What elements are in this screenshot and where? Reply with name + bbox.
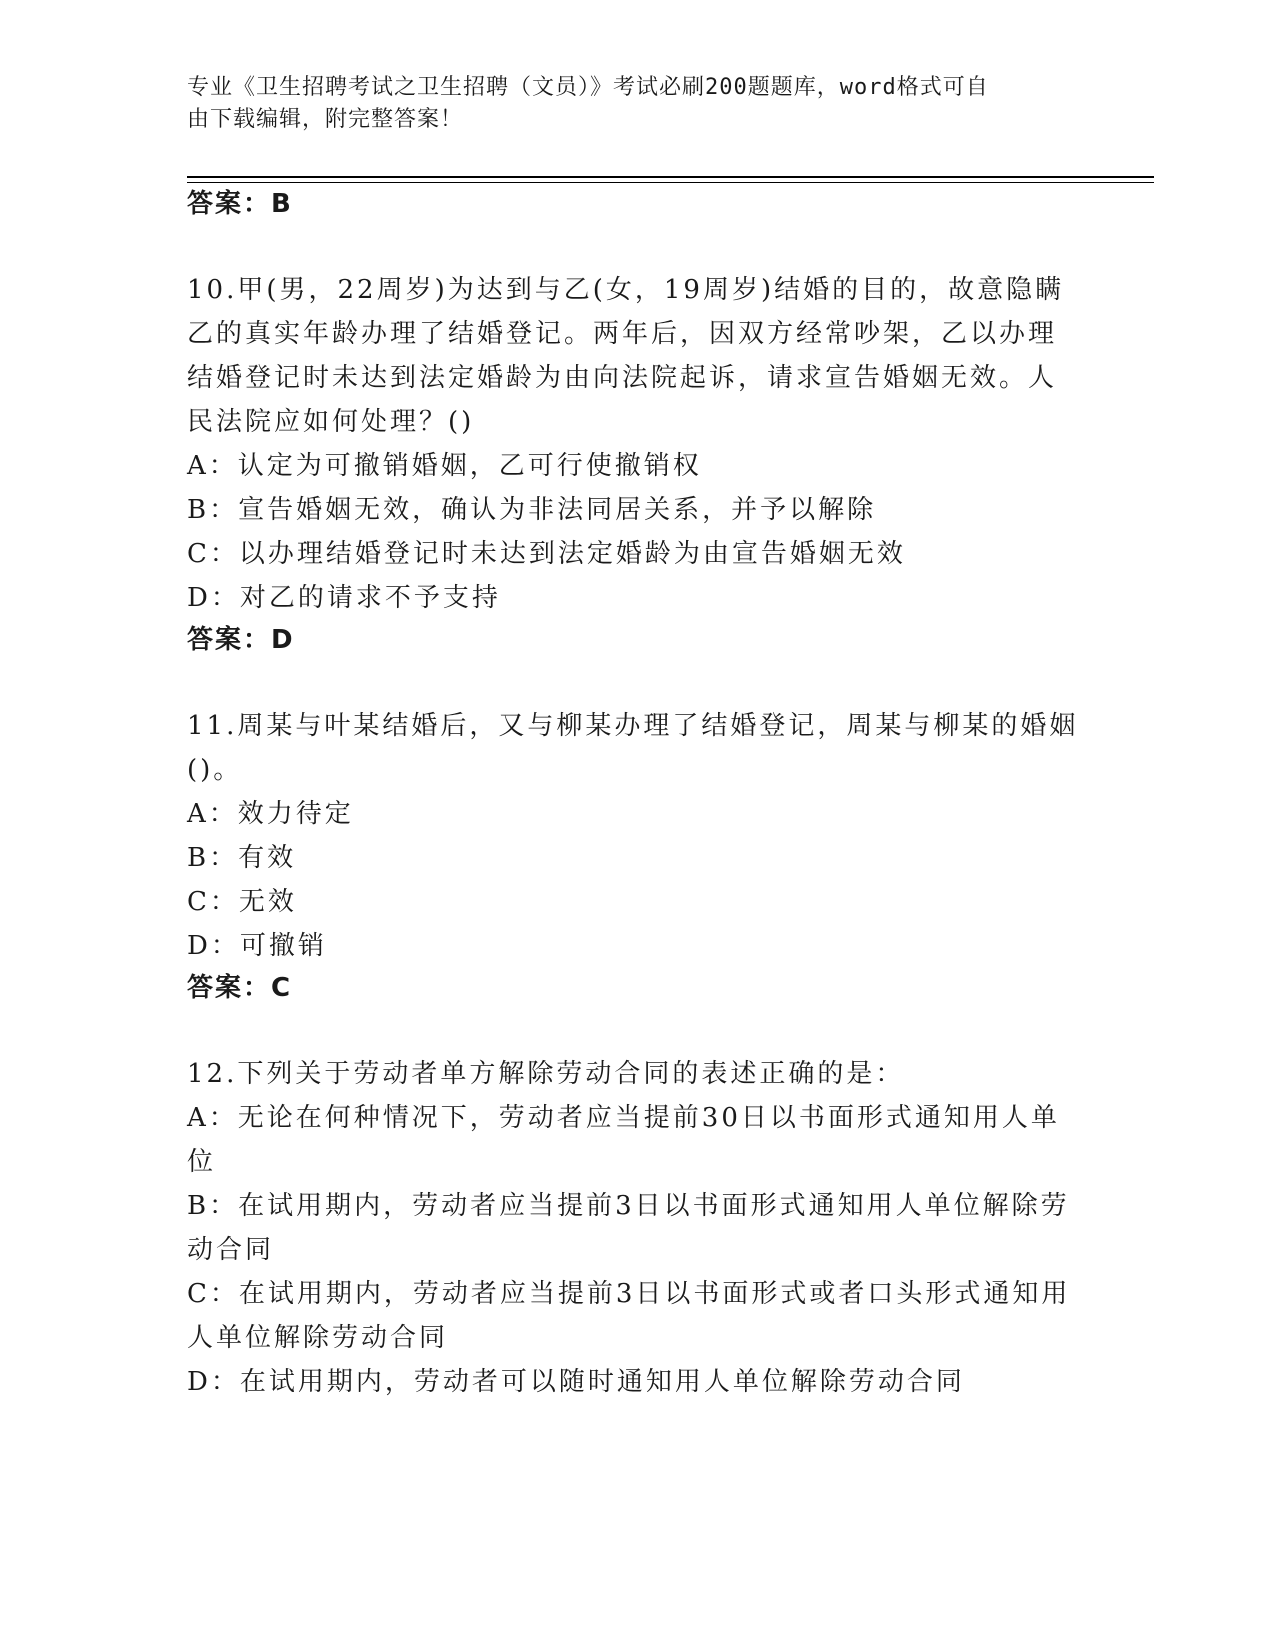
q12-option-b-line-1: B：在试用期内，劳动者应当提前3日以书面形式通知用人单位解除劳 <box>187 1191 1070 1221</box>
q11-option-b: B：有效 <box>187 843 297 873</box>
q10-stem-line-3: 结婚登记时未达到法定婚龄为由向法院起诉，请求宣告婚姻无效。人 <box>187 363 1058 393</box>
q10-option-d: D：对乙的请求不予支持 <box>187 583 501 613</box>
q10-answer: 答案：D <box>187 625 295 655</box>
q12-option-d: D：在试用期内，劳动者可以随时通知用人单位解除劳动合同 <box>187 1367 965 1397</box>
q11-option-d: D：可撤销 <box>187 931 327 961</box>
q12-stem-line-1: 12.下列关于劳动者单方解除劳动合同的表述正确的是： <box>187 1059 905 1089</box>
q12-option-a-line-1: A：无论在何种情况下，劳动者应当提前30日以书面形式通知用人单 <box>187 1103 1060 1133</box>
q11-option-c: C：无效 <box>187 887 297 917</box>
q12-option-a-line-2: 位 <box>187 1147 217 1177</box>
q10-stem-line-4: 民法院应如何处理？() <box>187 407 475 437</box>
header-rule-thin <box>187 182 1154 183</box>
header-rule-thick <box>187 176 1154 178</box>
header-line-2: 由下载编辑，附完整答案！ <box>187 107 464 132</box>
q11-stem-line-2: ()。 <box>187 755 243 785</box>
q12-option-c-line-2: 人单位解除劳动合同 <box>187 1323 449 1353</box>
q10-stem-line-1: 10.甲(男，22周岁)为达到与乙(女，19周岁)结婚的目的，故意隐瞒 <box>187 275 1065 305</box>
q11-option-a: A：效力待定 <box>187 799 354 829</box>
header-line-1: 专业《卫生招聘考试之卫生招聘（文员）》考试必刷200题题库，word格式可自 <box>187 75 989 100</box>
previous-answer: 答案：B <box>187 189 293 219</box>
q12-option-b-line-2: 动合同 <box>187 1235 275 1265</box>
q11-stem-line-1: 11.周某与叶某结婚后，又与柳某办理了结婚登记，周某与柳某的婚姻 <box>187 711 1079 741</box>
q10-option-c: C：以办理结婚登记时未达到法定婚龄为由宣告婚姻无效 <box>187 539 906 569</box>
q10-stem-line-2: 乙的真实年龄办理了结婚登记。两年后，因双方经常吵架，乙以办理 <box>187 319 1058 349</box>
q10-option-a: A：认定为可撤销婚姻，乙可行使撤销权 <box>187 451 702 481</box>
q12-option-c-line-1: C：在试用期内，劳动者应当提前3日以书面形式或者口头形式通知用 <box>187 1279 1071 1309</box>
q11-answer: 答案：C <box>187 973 293 1003</box>
q10-option-b: B：宣告婚姻无效，确认为非法同居关系，并予以解除 <box>187 495 877 525</box>
page-header <box>187 72 1067 136</box>
